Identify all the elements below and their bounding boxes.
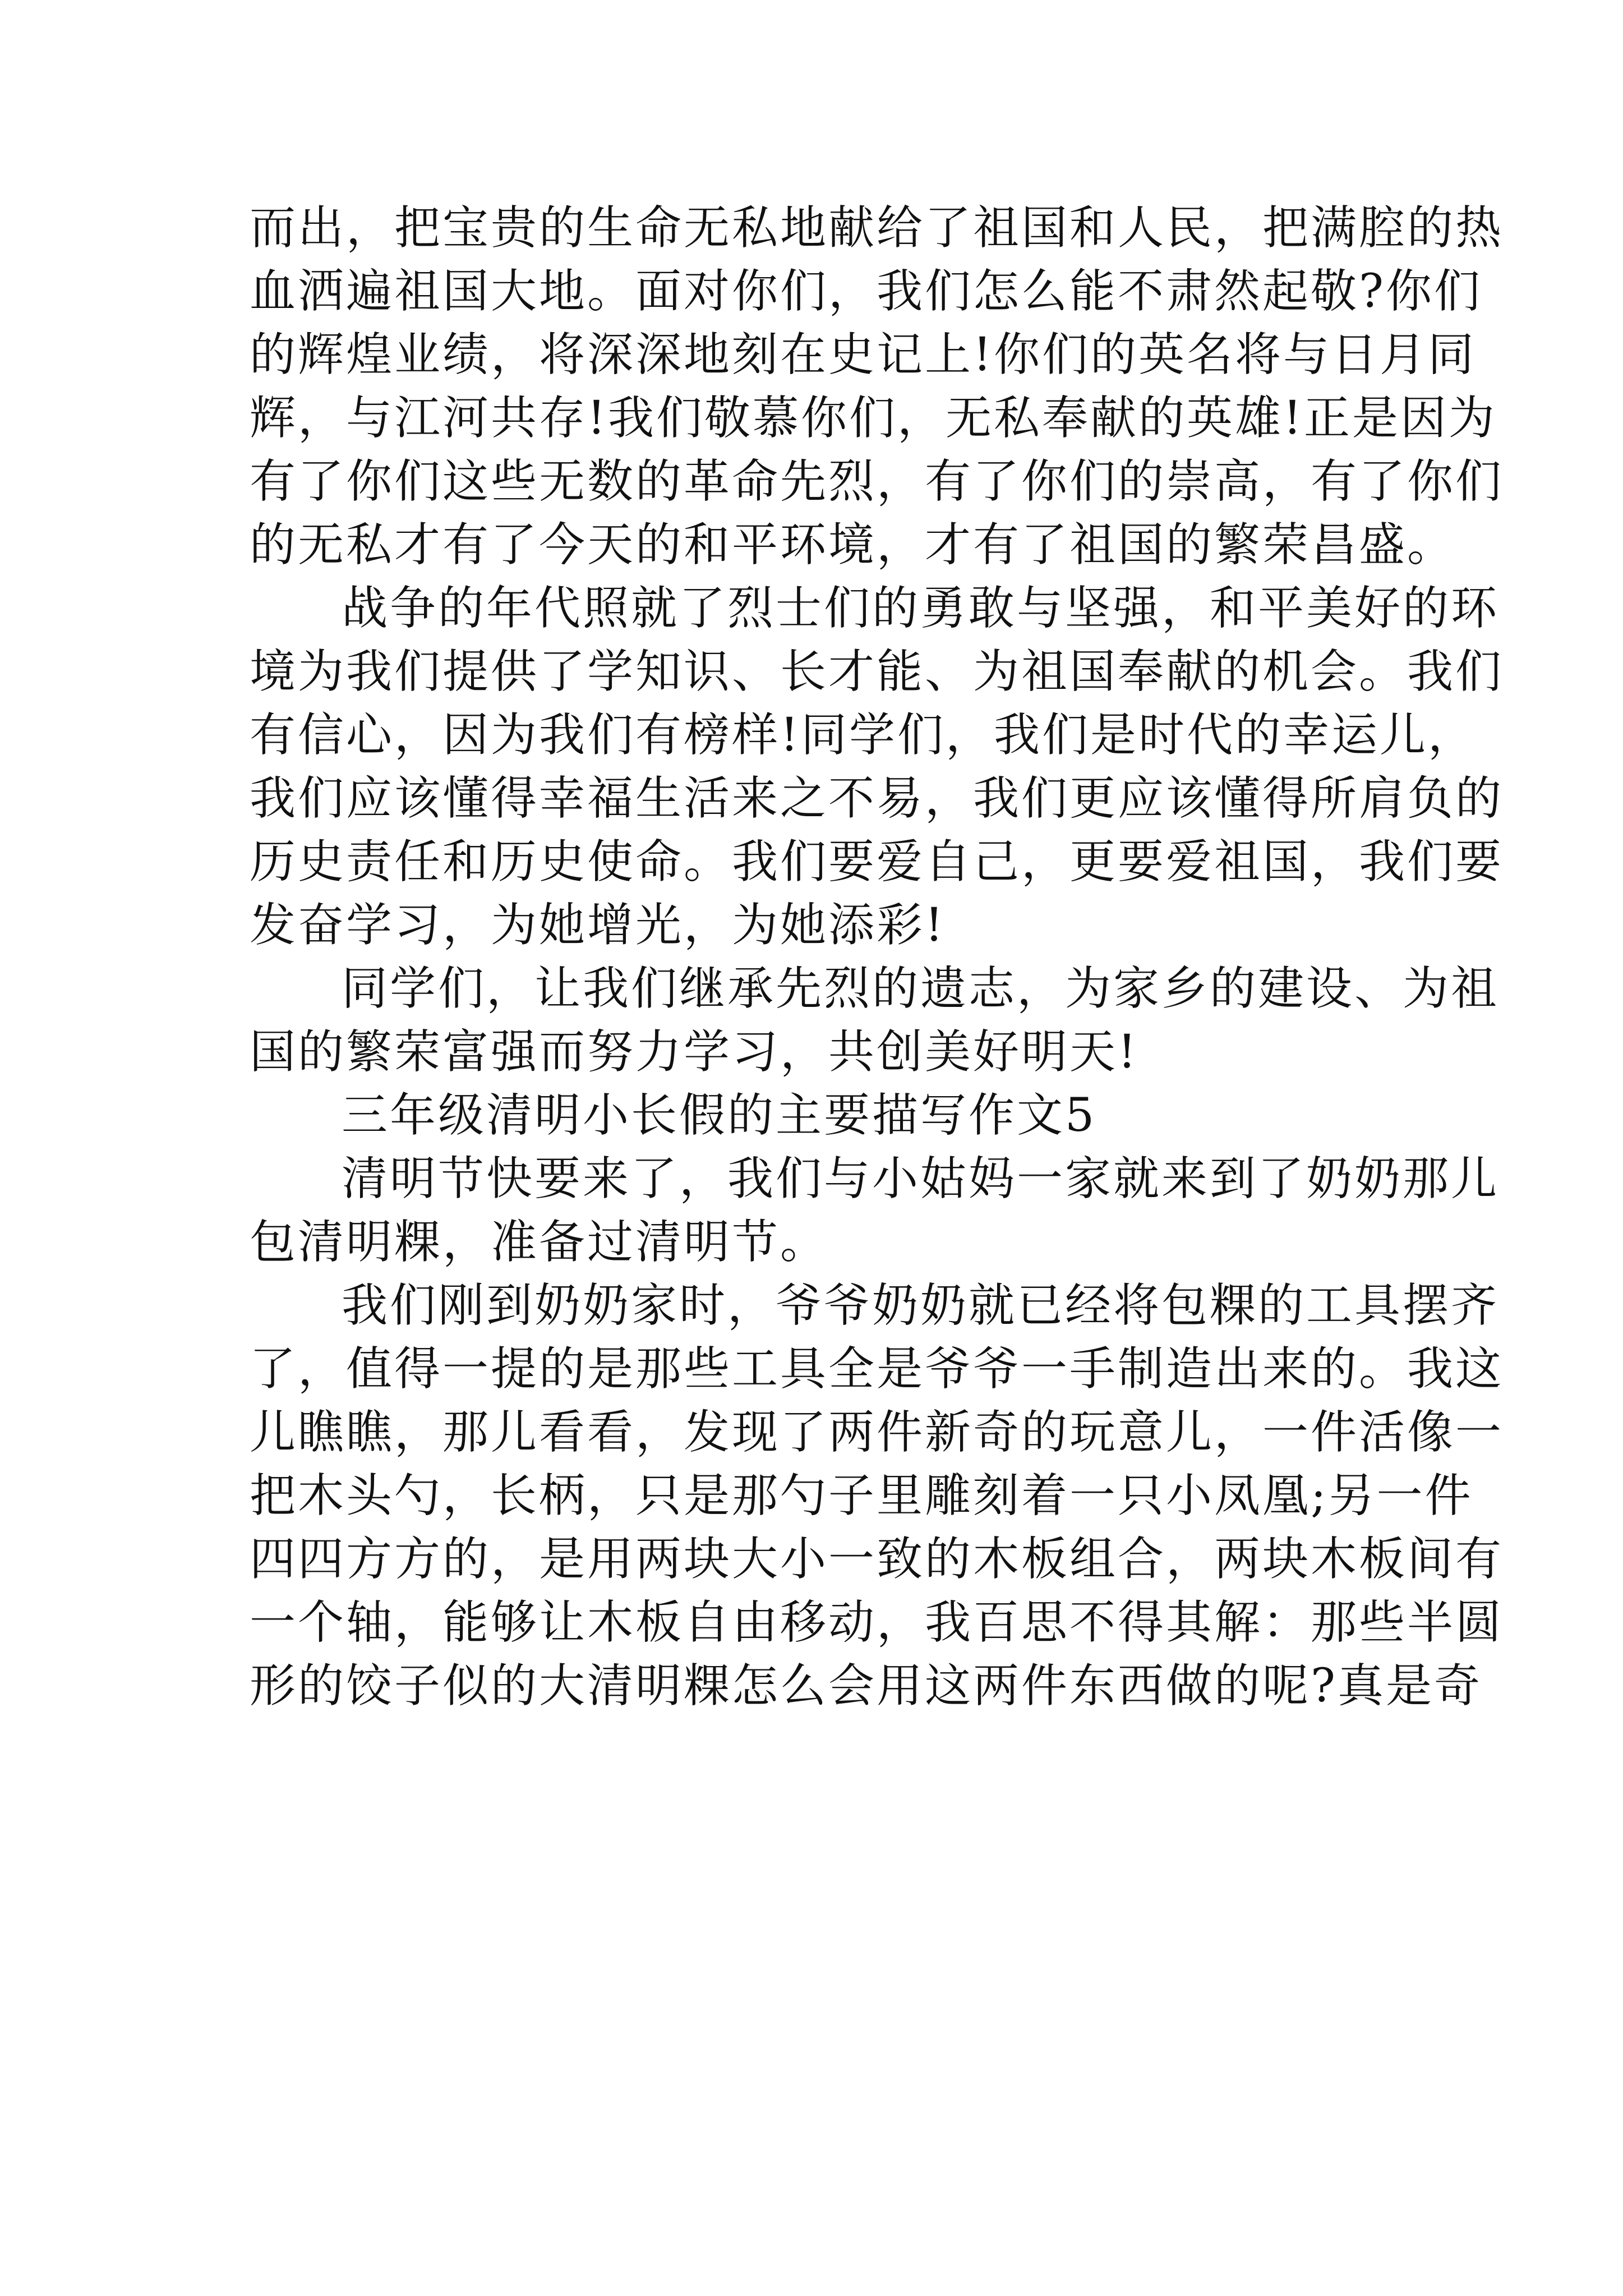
text-line: 发奋学习，为她增光，为她添彩! [250,899,946,952]
text-line: 我们应该懂得幸福生活来之不易，我们更应该懂得所肩负的 [250,772,1504,825]
text-line: 四四方方的，是用两块大小一致的木板组合，两块木板间有 [250,1533,1504,1586]
text-line: 而出，把宝贵的生命无私地献给了祖国和人民，把满腔的热 [250,201,1504,255]
text-line: 的辉煌业绩，将深深地刻在史记上!你们的英名将与日月同 [250,328,1476,381]
text-line: 战争的年代照就了烈士们的勇敢与坚强，和平美好的环 [342,582,1500,635]
text-line: 形的饺子似的大清明粿怎么会用这两件东西做的呢?真是奇 [250,1659,1482,1713]
body-text [250,196,1504,1718]
text-line: 儿瞧瞧，那儿看看，发现了两件新奇的玩意儿，一件活像一 [250,1406,1504,1459]
text-line: 国的繁荣富强而努力学习，共创美好明天! [250,1025,1138,1079]
text-line: 境为我们提供了学知识、长才能、为祖国奉献的机会。我们 [250,645,1504,698]
text-line: 有了你们这些无数的革命先烈，有了你们的崇高，有了你们 [250,455,1504,508]
section-heading: 三年级清明小长假的主要描写作文5 [342,1089,1097,1142]
text-line: 包清明粿，准备过清明节。 [250,1216,829,1269]
text-line: 我们刚到奶奶家时，爷爷奶奶就已经将包粿的工具摆齐 [342,1279,1500,1332]
text-line: 同学们，让我们继承先烈的遗志，为家乡的建设、为祖 [342,962,1500,1015]
text-line: 一个轴，能够让木板自由移动，我百思不得其解：那些半圆 [250,1596,1504,1649]
text-line: 了，值得一提的是那些工具全是爷爷一手制造出来的。我这 [250,1342,1504,1396]
text-line: 有信心，因为我们有榜样!同学们，我们是时代的幸运儿， [250,708,1476,762]
text-line: 把木头勺，长柄，只是那勺子里雕刻着一只小凤凰;另一件 [250,1469,1473,1522]
text-line: 辉，与江河共存!我们敬慕你们，无私奉献的英雄!正是因为 [250,392,1497,445]
text-line: 历史责任和历史使命。我们要爱自己，更要爱祖国，我们要 [250,835,1504,889]
text-line: 血洒遍祖国大地。面对你们，我们怎么能不肃然起敬?你们 [250,265,1482,318]
text-line: 清明节快要来了，我们与小姑妈一家就来到了奶奶那儿 [342,1152,1500,1205]
text-line: 的无私才有了今天的和平环境，才有了祖国的繁荣昌盛。 [250,518,1456,572]
